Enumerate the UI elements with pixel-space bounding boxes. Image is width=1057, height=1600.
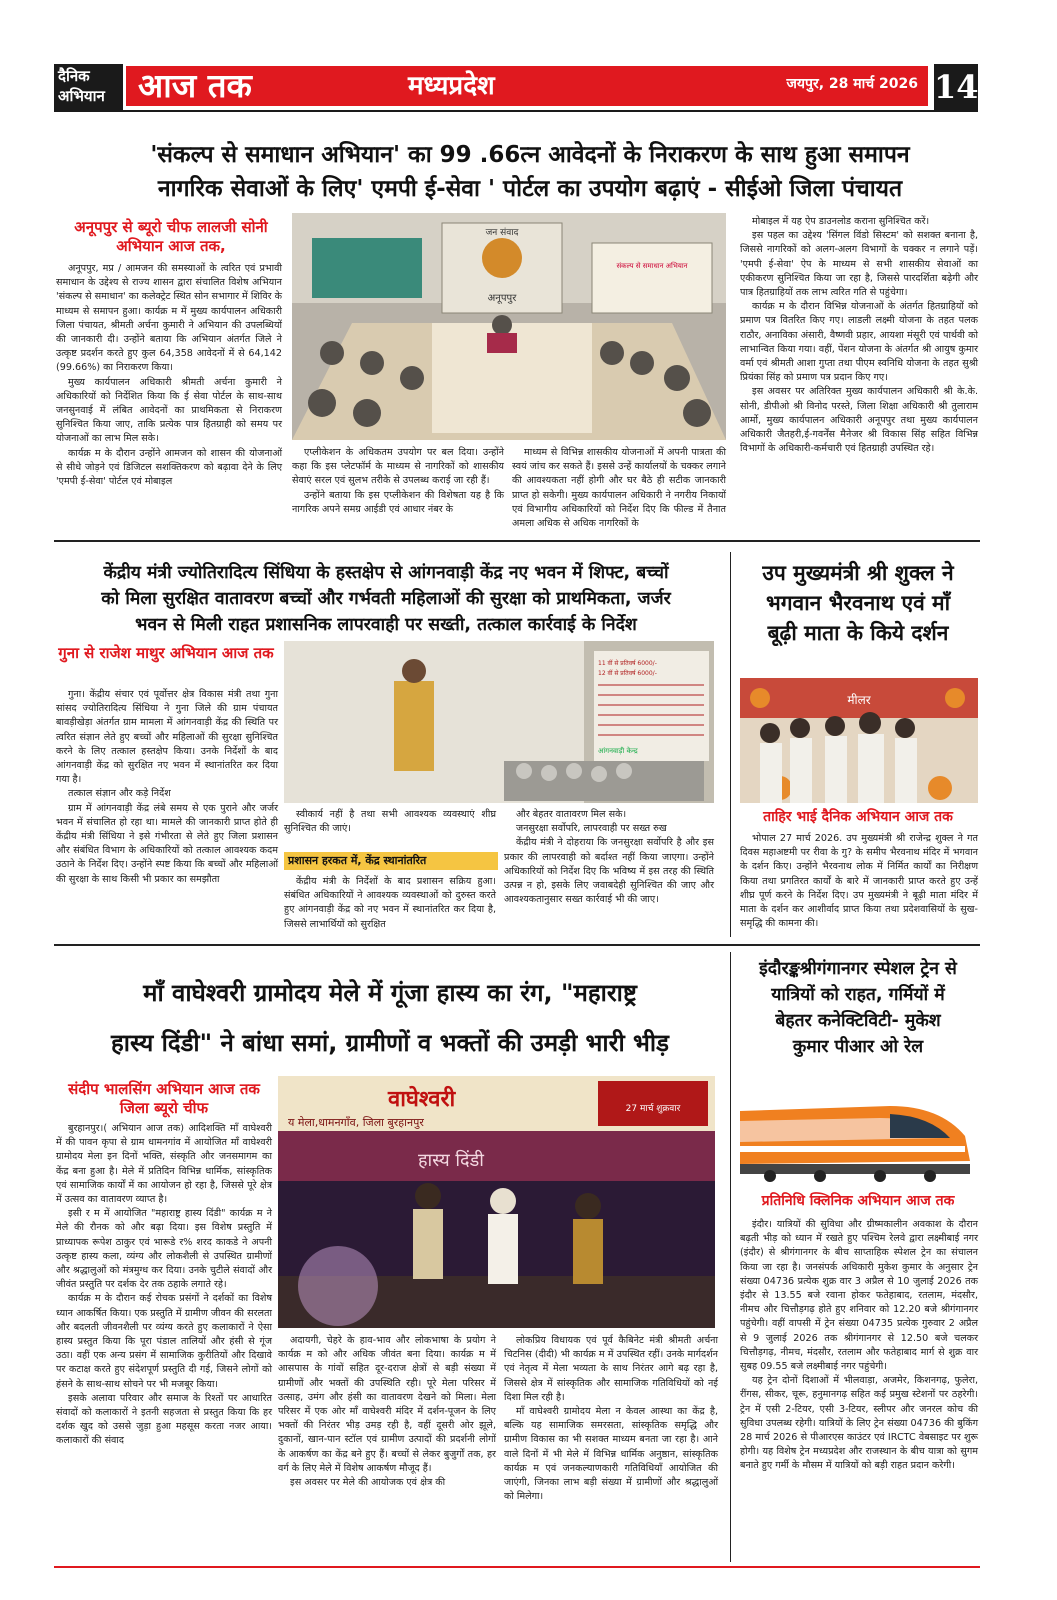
paragraph: इस पहल का उद्देश्य 'सिंगल विंडो सिस्टम' को सशक्त बनाना है, जिससे नागरिकों को अलग-अलग विभागों के चक्कर न लगाने पड़ें। 'एमपी ई-सेवा' ऐप के माध्यम से सभी शासकीय सेवाओं का एकीकरण सुनिश्चित किया जा रहा है, जिससे पारदर्शिता बढ़ेगी और पात्र हितग्राहियों तक लाभ त्वरित गति से पहुंचेगा।	[740, 230, 978, 299]
photo4-banner-top: वाघेश्वरी	[388, 1087, 456, 1112]
story2-col3	[504, 808, 714, 907]
issue-date: जयपुर, 28 मार्च 2026	[786, 76, 918, 92]
paragraph: लोकप्रिय विधायक एवं पूर्व कैबिनेट मंत्री श्रीमती अर्चना चिटनिस (दीदी) भी कार्यक्र म में उपस्थित रहीं। उनके मार्गदर्शन एवं नेतृत्व में मेला भव्यता के साथ निरंतर आगे बढ़ रहा है, जिससे क्षेत्र में सांस्कृतिक और सामाजिक गतिविधियों को नई दिशा मिल रही है।	[504, 1335, 718, 1403]
paragraph: केंद्रीय मंत्री ने दोहराया कि जनसुरक्षा सर्वोपरि है और इस प्रकार की लापरवाही को बर्दाश्त नहीं किया जाएगा। उन्होंने अधिकारियों को निर्देश दिए कि भविष्य में इस तरह की स्थिति उत्पन्न न हो, इसके लिए जवाबदेही सुनिश्चित की जाए और आवश्यकतानुसार सख्त कार्रवाई भी की जाए।	[504, 837, 714, 906]
stage-performance-photo	[278, 1076, 715, 1328]
paragraph: यह ट्रेन दोनों दिशाओं में भीलवाड़ा, अजमेर, किशनगढ़, फुलेरा, रींगस, सीकर, चूरू, हनुमानगढ़ सहित कई प्रमुख स्टेशनों पर ठहरेगी। ट्रेन में एसी 2-टियर, एसी 3-टियर, स्लीपर और जनरल कोच की सुविधा उपलब्ध रहेगी। यात्रियों के लिए ट्रेन संख्या 04736 की बुकिंग 28 मार्च 2026 से पीआरएस काउंटर एवं IRCTC वेबसाइट पर शुरू होगी। यह विशेष ट्रेन मध्यप्रदेश और राजस्थान के बीच यात्रा को सुगम बनाते हुए गर्मी के मौसम में यात्रियों को बड़ी राहत प्रदान करेगी।	[740, 1375, 978, 1472]
story1-photo	[292, 213, 726, 440]
meeting-photo	[292, 213, 726, 440]
story2-headline-line3: भवन से मिली राहत प्रशासनिक लापरवाही पर सख्ती, तत्काल कार्रवाई के निर्देश	[135, 615, 637, 635]
anganwadi-photo	[284, 641, 714, 803]
story1-col2	[292, 446, 504, 517]
story2-headline-line2: को मिला सुरक्षित वातावरण बच्चों और गर्भवती महिलाओं की सुरक्षा को प्राथमिकता, जर्जर	[101, 589, 671, 609]
story2-photo	[284, 641, 714, 803]
story3-headline	[736, 558, 980, 648]
story5-body	[740, 1218, 978, 1474]
column-divider	[730, 952, 731, 1562]
story1-col4	[740, 215, 978, 456]
masthead-rule	[54, 110, 978, 112]
story3-byline: ताहिर भाई दैनिक अभियान आज तक	[763, 809, 953, 825]
photo2-wall-line1: 11 वीं से प्रतिवर्ष 6000/-	[598, 660, 657, 667]
photo2-wall-line2: 12 वीं से प्रतिवर्ष 6000/-	[598, 670, 657, 677]
story3-photo	[740, 678, 978, 803]
paragraph: कार्यक्र म के दौरान उन्होंने आमजन को शासन की योजनाओं से सीधे जोड़ने एवं डिजिटल सशक्तिकरण को बढ़ावा देने के लिए 'एमपी ई-सेवा' पोर्टल एवं मोबाइल	[56, 447, 282, 488]
story2-col2	[284, 808, 496, 836]
paragraph: कार्यक्र म के दौरान विभिन्न योजनाओं के अंतर्गत हितग्राहियों को प्रमाण पत्र वितरित किए गए। लाडली लक्ष्मी योजना के तहत पलक राठौर, अनाविका अंसारी, वैष्णवी प्रहार, आयशा मंसूरी एवं पार्थवी को लाभान्वित किया गया। वहीं, पेंशन योजना के अंतर्गत श्री आयुष कुमार वर्मा एवं श्रीमती आशा गुप्ता तथा पीएम स्वनिधि योजना के तहत सुश्री प्रियंका सिंह को प्रमाण पत्र प्रदान किए गए।	[740, 301, 978, 384]
story5-headline-line2: यात्रियों को राहत, गर्मियों में	[771, 985, 945, 1005]
story2-col1	[56, 688, 278, 887]
paragraph: मोबाइल में यह ऐप डाउनलोड कराना सुनिश्चित करें।	[752, 216, 930, 227]
story3-headline-line2: भगवान भैरवनाथ एवं माँ	[765, 591, 951, 615]
story4-byline: संदीप भालसिंग अभियान आज तक जिला ब्यूरो चीफ	[68, 1080, 260, 1117]
temple-visit-photo	[740, 678, 978, 803]
paragraph: मुख्य कार्यपालन अधिकारी श्रीमती अर्चना कुमारी ने अधिकारियों को निर्देशित किया कि ई सेवा पोर्टल के साथ-साथ जनसुनवाई में लंबित आवेदनों का प्राथमिकता से निराकरण सुनिश्चित किया जाए, ताकि प्रत्येक पात्र हितग्राही को समय पर योजनाओं का लाभ मिल सके।	[56, 376, 282, 445]
section-name: मध्यप्रदेश	[408, 71, 495, 101]
story5-photo	[740, 1076, 978, 1186]
column-divider	[730, 552, 731, 937]
story5-byline: प्रतिनिधि क्लिनिक अभियान आज तक	[761, 1193, 955, 1209]
story2-headline-line1: केंद्रीय मंत्री ज्योतिरादित्य सिंधिया के हस्तक्षेप से आंगनवाड़ी केंद्र नए भवन में शिफ्ट, बच्चों	[103, 563, 669, 583]
paragraph: माँ वाघेश्वरी ग्रामोदय मेला न केवल आस्था का केंद्र है, बल्कि यह सामाजिक समरसता, सांस्कृतिक समृद्धि और ग्रामीण विकास का भी सशक्त माध्यम बनता जा रहा है। आने वाले दिनों में भी मेले में विभिन्न धार्मिक अनुष्ठान, सांस्कृतिक कार्यक्र म एवं जनकल्याणकारी गतिविधियाँ आयोजित की जाएंगी, जिनका लाभ बड़ी संख्या में ग्रामीणों और श्रद्धालुओं को मिलेगा।	[504, 1406, 718, 1503]
paragraph: इंदौर। यात्रियों की सुविधा और ग्रीष्मकालीन अवकाश के दौरान बढ़ती भीड़ को ध्यान में रखते हुए पश्चिम रेलवे द्वारा लक्ष्मीबाई नगर (इंदौर) से श्रीगंगानगर के बीच साप्ताहिक स्पेशल ट्रेन का संचालन किया जा रहा है। जनसंपर्क अधिकारी मुकेश कुमार के अनुसार ट्रेन संख्या 04736 प्रत्येक शुक्र वार 3 अप्रैल से 10 जुलाई 2026 तक इंदौर से 13.55 बजे रवाना होकर फतेहाबाद, रतलाम, मंदसौर, नीमच और चित्तौड़गढ़ होते हुए शनिवार को 12.20 बजे श्रीगंगानगर पहुंचेगी। वहीं वापसी में ट्रेन संख्या 04735 प्रत्येक गुरुवार 2 अप्रैल से 9 जुलाई 2026 तक श्रीगंगानगर से 12.50 बजे चलकर चित्तौड़गढ़, नीमच, मंदसौर, रतलाम और फतेहाबाद मार्ग से शुक्र वार सुबह 09.55 बजे लक्ष्मीबाई नगर पहुंचेगी।	[740, 1219, 978, 1373]
story1-col3	[512, 446, 726, 531]
paragraph: और बेहतर वातावरण मिल सके।	[516, 809, 627, 820]
paper-name: आज तक	[138, 66, 252, 105]
paragraph: इस अवसर पर मेले की आयोजक एवं क्षेत्र की	[290, 1477, 446, 1489]
story3-headline-line3: बूढ़ी माता के किये दर्शन	[767, 621, 949, 645]
photo4-banner-date: 27 मार्च शुक्रवार	[625, 1104, 681, 1114]
story4-col2	[278, 1334, 496, 1490]
section-rule	[54, 540, 980, 542]
photo2-wall-line3: आंगनवाड़ी केन्द्र	[598, 747, 638, 755]
story4-photo	[278, 1076, 715, 1328]
brand-line2: अभियान	[58, 87, 105, 105]
paragraph: केंद्रीय मंत्री के निर्देशों के बाद प्रशासन सक्रिय हुआ। संबंधित अधिकारियों ने आवश्यक व्यवस्थाओं को दुरुस्त करते हुए आंगनवाड़ी केंद्र को नए भवन में स्थानांतरित कर दिया है, जिससे लाभार्थियों को सुरक्षित	[284, 876, 496, 930]
story3-body	[740, 832, 978, 931]
story5-headline	[734, 956, 982, 1060]
story2-headline	[48, 560, 724, 638]
story1-headline	[40, 138, 1020, 206]
brand-line1: दैनिक	[58, 67, 90, 85]
paragraph: स्वीकार्य नहीं है तथा सभी आवश्यक व्यवस्थाएं शीघ्र सुनिश्चित की जाएं।	[284, 809, 496, 835]
masthead-red-bar	[126, 66, 928, 106]
train-photo	[740, 1076, 978, 1186]
paragraph: माध्यम से विभिन्न शासकीय योजनाओं में अपनी पात्रता की स्वयं जांच कर सकते हैं। इससे उन्हें कार्यालयों के चक्कर लगाने की आवश्यकता नहीं होगी और घर बैठे ही सटीक जानकारी प्राप्त हो सकेगी। मुख्य कार्यपालन अधिकारी ने नगरीय निकायों एवं विभागीय अधिकारियों को निर्देश दिए कि फील्ड में तैनात अमला अधिक से अधिक नागरिकों के	[512, 447, 726, 530]
paragraph: बुरहानपुर।( अभियान आज तक) आदिशक्ति माँ वाघेश्वरी में की पावन कृपा से ग्राम धामनगांव में आयोजित माँ वाघेश्वरी ग्रामोदय मेला इन दिनों भक्ति, संस्कृति और जनसमागम का केंद्र बना हुआ है। मेले में प्रतिदिन विभिन्न धार्मिक, सांस्कृतिक एवं सामाजिक कार्यों में का आयोजन हो रहा है, जिससे पूरे क्षेत्र में उत्सव का वातावरण व्याप्त है।	[56, 1123, 272, 1206]
paragraph: अदायगी, चेहरे के हाव-भाव और लोकभाषा के प्रयोग ने कार्यक्र म को और अधिक जीवंत बना दिया। कार्यक्र म में आसपास के गांवों सहित दूर-दराज क्षेत्रों से बड़ी संख्या में ग्रामीणों और भक्तों की उपस्थिति रही। पूरे मेला परिसर में उत्साह, उमंग और हंसी का वातावरण देखने को मिला। मेला परिसर में एक ओर माँ वाघेश्वरी मंदिर में दर्शन-पूजन के लिए भक्तों की निरंतर भीड़ उमड़ रही है, वहीं दूसरी ओर झूले, दुकानों, खान-पान स्टॉल एवं ग्रामीण उत्पादों की प्रदर्शनी लोगों के आकर्षण का केंद्र बने हुए हैं। बच्चों से लेकर बुजुर्गों तक, हर वर्ग के लिए मेले में विशेष आकर्षण मौजूद हैं।	[278, 1335, 496, 1474]
photo3-banner: मीलर	[847, 693, 871, 707]
paragraph: गुना। केंद्रीय संचार एवं पूर्वोत्तर क्षेत्र विकास मंत्री तथा गुना सांसद ज्योतिरादित्य सिंधिया ने गुना जिले की ग्राम पंचायत बावड़ीखेड़ा अंतर्गत ग्राम मामला में आंगनवाड़ी केंद्र की स्थिति पर त्वरित संज्ञान लेते हुए बच्चों और महिलाओं की सुरक्षा सुनिश्चित करने के लिए तत्काल हस्तक्षेप किया। उनके निर्देशों के बाद आंगनवाड़ी केंद्र को सुरक्षित नए भवन में स्थानांतरित कर दिया गया है।	[56, 689, 278, 786]
photo1-sign-top: जन संवाद	[485, 228, 519, 238]
story2-subhead: प्रशासन हरकत में, केंद्र स्थानांतरित	[284, 852, 498, 870]
paragraph: तत्काल संज्ञान और कड़े निर्देश	[68, 788, 171, 800]
paragraph: इसी र म में आयोजित "महाराष्ट्र हास्य दिंडी" कार्यक्र म ने मेले की रौनक को और बढ़ा दिया। इस विशेष प्रस्तुति में प्राध्यापक रूपेश ठाकुर एवं भारूडे र% शरद काकडे ने अपनी उत्कृष्ट हास्य कला, व्यंग्य और लोकशैली से उपस्थित ग्रामीणों और श्रद्धालुओं को मंत्रमुग्ध कर दिया। उनके चुटीले संवादों और जीवंत प्रस्तुति पर दर्शक देर तक ठहाके लगाते रहे।	[56, 1208, 272, 1291]
paragraph: इस अवसर पर अतिरिक्त मुख्य कार्यपालन अधिकारी श्री के.के. सोनी, डीपीओ श्री विनोद परस्ते, जिला शिक्षा अधिकारी श्री तुलाराम आर्मो, मुख्य कार्यपालन अधिकारी अनूपपुर तथा मुख्य कार्यपालन अधिकारी जैतहरी,ई-गवर्नेंस मैनेजर श्री विकास सिंह सहित विभिन्न विभागों के अधिकारी-कर्मचारी एवं हितग्राही उपस्थित रहे।	[740, 386, 978, 455]
photo1-district: अनूपपुर	[487, 293, 517, 304]
story1-headline-line2: नागरिक सेवाओं के लिए' एमपी ई-सेवा ' पोर्टल का उपयोग बढ़ाएं - सीईओ जिला पंचायत	[157, 176, 903, 202]
paragraph: भोपाल 27 मार्च 2026. उप मुख्यमंत्री श्री राजेन्द्र शुक्ल ने गत दिवस महाअष्टमी पर रीवा के गु? के समीप भैरवनाथ मंदिर में भगवान के दर्शन किए। उन्होंने भैरवनाथ लोक में निर्मित कार्यों का निरीक्षण किया तथा प्रगतिरत कार्यों के बारे में जानकारी प्राप्त करते हुए उन्हें शीघ्र पूर्ण करने के निर्देश दिए। उप मुख्यमंत्री ने बूढ़ी माता मंदिर में माता के दर्शन कर आशीर्वाद प्राप्त किया तथा प्रदेशवासियों के सुख-समृद्धि की कामना की।	[740, 833, 978, 930]
masthead	[54, 64, 1004, 114]
section-rule	[54, 944, 980, 946]
paragraph: एप्लीकेशन के अधिकतम उपयोग पर बल दिया। उन्होंने कहा कि इस प्लेटफॉर्म के माध्यम से नागरिकों को शासकीय सेवाएं सरल एवं सुलभ तरीके से उपलब्ध कराई जा रही हैं।	[292, 447, 504, 487]
photo4-banner-mid: हास्य दिंडी	[418, 1150, 484, 1171]
footer-rule	[54, 1566, 980, 1568]
story5-headline-line3: बेहतर कनेक्टिविटी- मुकेश	[775, 1011, 941, 1031]
story1-col1	[56, 262, 282, 489]
story2-col2b	[284, 875, 496, 932]
story5-headline-line4: कुमार पीआर ओ रेल	[792, 1037, 924, 1057]
story4-col1	[56, 1122, 272, 1449]
story1-headline-line1: 'संकल्प से समाधान अभियान' का 99 .66त्न आवेदनों के निराकरण के साथ हुआ समापन	[150, 142, 910, 168]
paragraph: अनूपपुर, मप्र / आमजन की समस्याओं के त्वरित एवं प्रभावी समाधान के उद्देश्य से राज्य शासन द्वारा संचालित विशेष अभियान 'संकल्प से समाधान' का कलेक्ट्रेट स्थित सोन सभागार में शिविर के माध्यम से समापन हुआ। कार्यक्र म में मुख्य कार्यपालन अधिकारी जिला पंचायत, श्रीमती अर्चना कुमारी ने अभियान की उपलब्धियों की जानकारी दी। उन्होंने बताया कि अभियान अंतर्गत जिले ने उत्कृष्ट प्रदर्शन करते हुए कुल 64,358 आवेदनों में से 64,142 (99.66%) का निराकरण किया।	[56, 263, 283, 374]
story2-byline: गुना से राजेश माथुर अभियान आज तक	[58, 644, 274, 662]
story4-headline-line2: हास्य दिंडी" ने बांधा समां, ग्रामीणों व भक्तों की उमड़ी भारी भीड़	[111, 1029, 669, 1057]
story4-headline	[56, 968, 724, 1068]
paragraph: जनसुरक्षा सर्वोपरि, लापरवाही पर सख्त रुख	[516, 823, 667, 835]
photo1-banner: संकल्प से समाधान अभियान	[616, 262, 688, 270]
story4-headline-line1: माँ वाघेश्वरी ग्रामोदय मेले में गूंजा हास्य का रंग, "महाराष्ट्र	[143, 979, 637, 1007]
brand-box	[54, 64, 123, 110]
story3-headline-line1: उप मुख्यमंत्री श्री शुक्ल ने	[762, 561, 954, 585]
page-number: 14	[934, 64, 978, 110]
paragraph: उन्होंने बताया कि इस एप्लीकेशन की विशेषता यह है कि नागरिक अपने समग्र आईडी एवं आधार नंबर के	[292, 489, 504, 515]
photo4-banner-sub: य मेला,धामनगाँव, जिला बुरहानपुर	[288, 1116, 424, 1129]
paragraph: इसके अलावा परिवार और समाज के रिश्तों पर आधारित संवादों को कलाकारों ने इतनी सहजता से प्रस्तुत किया कि हर दर्शक खुद को उससे जुड़ा हुआ महसूस करता नजर आया। कलाकारों की संवाद	[56, 1392, 272, 1447]
story5-headline-line1: इंदौरङ्कश्रीगंगानगर स्पेशल ट्रेन से	[759, 959, 957, 979]
paragraph: ग्राम में आंगनवाड़ी केंद्र लंबे समय से एक पुराने और जर्जर भवन में संचालित हो रहा था। मामले की जानकारी प्राप्त होते ही केंद्रीय मंत्री सिंधिया ने इसे गंभीरता से लेते हुए जिला प्रशासन और संबंधित विभाग के अधिकारियों को तत्काल आवश्यक कदम उठाने के निर्देश दिए। उन्होंने स्पष्ट किया कि बच्चों और महिलाओं की सुरक्षा के साथ किसी भी प्रकार का समझौता	[56, 802, 278, 885]
story1-byline: अनूपपुर से ब्यूरो चीफ लालजी सोनी अभियान आज तक,	[74, 218, 268, 255]
paragraph: कार्यक्र म के दौरान कई रोचक प्रसंगों ने दर्शकों का विशेष ध्यान आकर्षित किया। एक प्रस्तुति में ग्रामीण जीवन की सरलता और बदलती जीवनशैली पर व्यंग्य करते हुए कलाकारों ने ऐसा हास्य प्रस्तुत किया कि पूरा पंडाल तालियों और हंसी से गूंज उठा। वहीं एक अन्य प्रसंग में सामाजिक कुरीतियों और दिखावे पर कटाक्ष करते हुए संदेशपूर्ण प्रस्तुति दी गई, जिसने लोगों को हंसने के साथ-साथ सोचने पर भी मजबूर किया।	[56, 1293, 272, 1390]
story4-col3	[504, 1334, 718, 1504]
